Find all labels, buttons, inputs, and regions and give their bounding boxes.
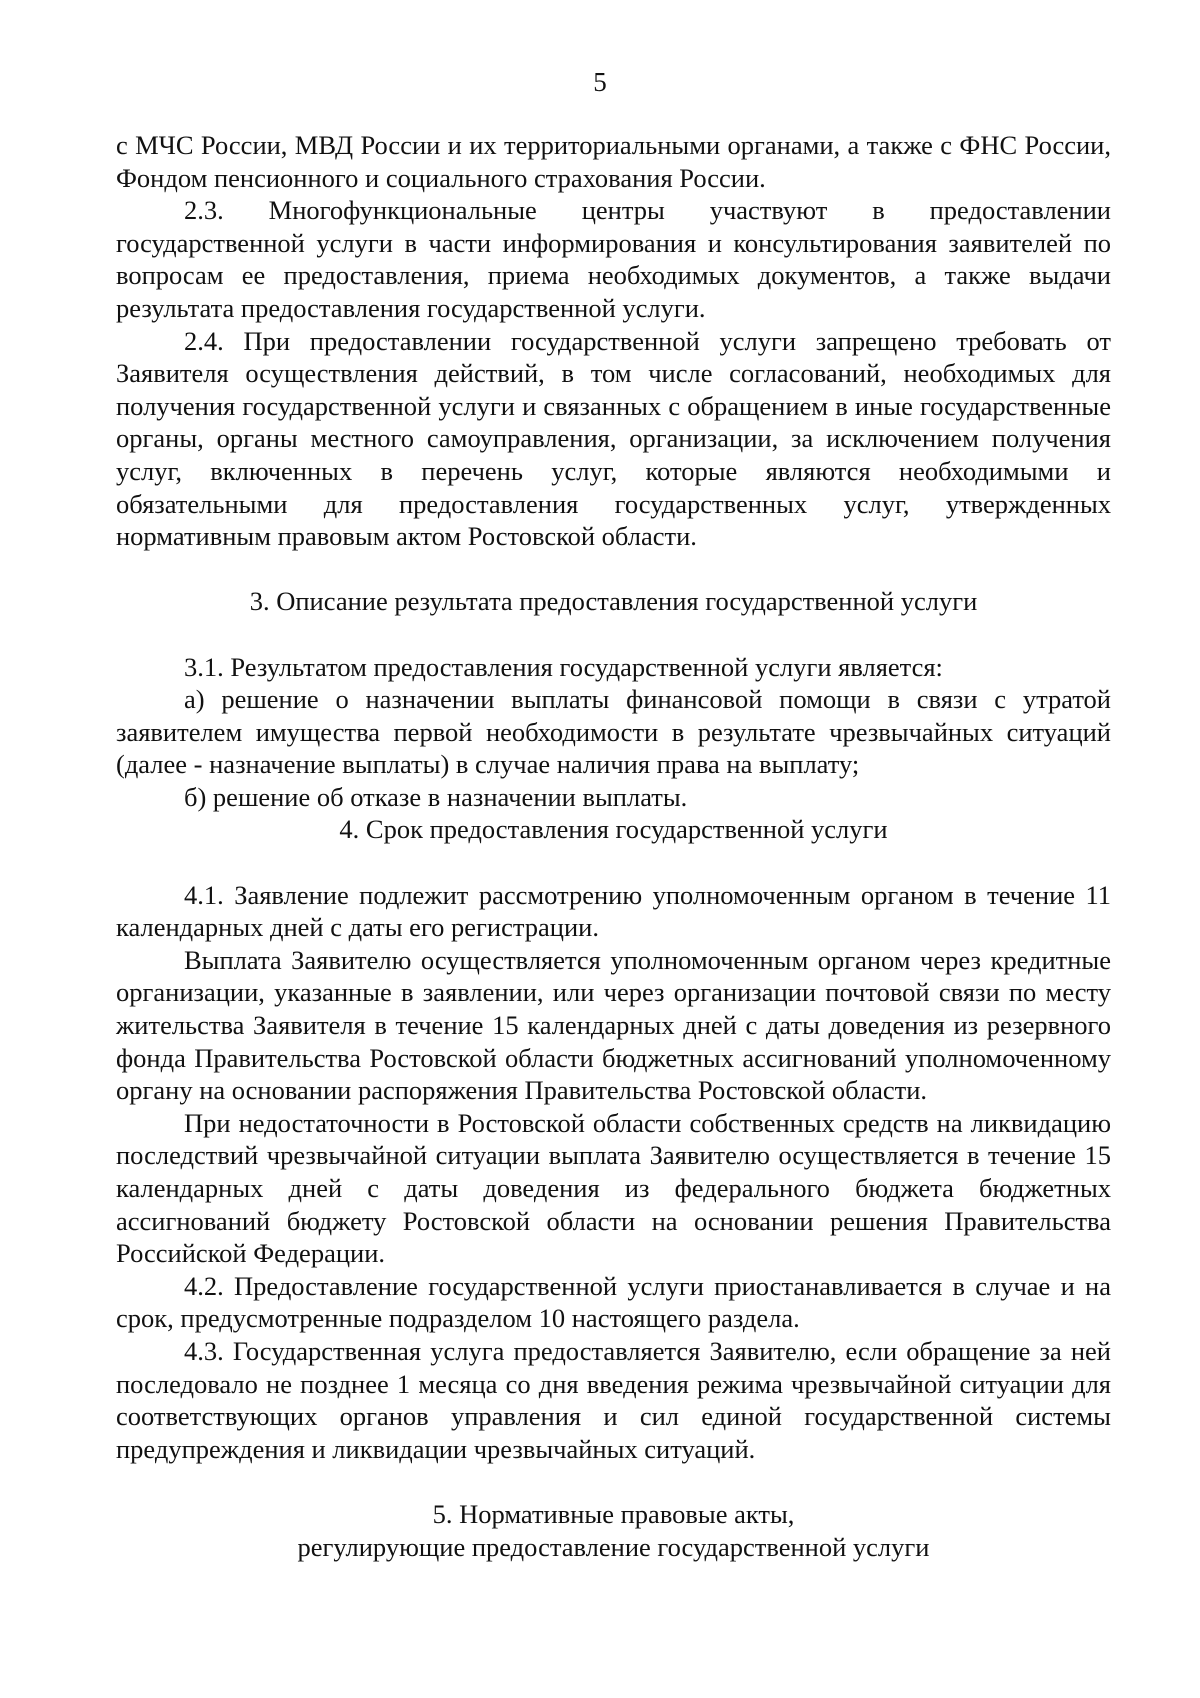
spacer bbox=[116, 846, 1111, 879]
paragraph-2-3: 2.3. Многофункциональные центры участвуют в предоставлении государственной услуги в части информирования и консультирования заявителей по вопросам ее предоставления, приема необходимых документов, а также выдачи результата предоставления государственной услуги. bbox=[116, 195, 1111, 323]
spacer bbox=[116, 618, 1111, 651]
page-number: 5 bbox=[593, 67, 607, 97]
section-heading-3: 3. Описание результата предоставления государственной услуги bbox=[249, 586, 978, 617]
paragraph-4-1: 4.1. Заявление подлежит рассмотрению уполномоченным органом в течение 11 календарных дней с даты его регистрации. bbox=[116, 879, 1111, 943]
paragraph-4-3: 4.3. Государственная услуга предоставляется Заявителю, если обращение за ней последовало не позднее 1 месяца со дня введения режима чрезвычайной ситуации для соответствующих органов управления и сил единой государственной системы предупреждения и ликвидации чрезвычайных ситуаций. bbox=[116, 1335, 1111, 1464]
section-heading-4: 4. Срок предоставления государственной услуги bbox=[339, 814, 888, 845]
section-heading-5-line-1: 5. Нормативные правовые акты, bbox=[432, 1498, 795, 1529]
paragraph-payment: Выплата Заявителю осуществляется уполномоченным органом через кредитные организации, указанные в заявлении, или через организации почтовой связи по месту жительства Заявителя в течение 15 календарных дней с даты доведения из резервного фонда Правительства Ростовской области бюджетных ассигнований уполномоченному органу на основании распоряжения Правительства Ростовской области. bbox=[116, 944, 1111, 1106]
spacer bbox=[116, 553, 1111, 586]
paragraph-3-1: 3.1. Результатом предоставления государственной услуги является: bbox=[184, 651, 943, 682]
paragraph-3-1-b: б) решение об отказе в назначении выплаты. bbox=[184, 781, 688, 812]
paragraph-3-1-a: а) решение о назначении выплаты финансовой помощи в связи с утратой заявителем имущества первой необходимости в результате чрезвычайных ситуаций (далее - назначение выплаты) в случае наличия права на выплату; bbox=[116, 684, 1111, 780]
spacer bbox=[116, 1465, 1111, 1498]
paragraph-2-4: 2.4. При предоставлении государственной услуги запрещено требовать от Заявителя осуществления действий, в том числе согласований, необходимых для получения государственной услуги и связанных с обращением в иные государственные органы, органы местного самоуправления, организации, за исключением получения услуг, включенных в перечень услуг, которые являются необходимыми и обязательными для предоставления государственных услуг, утвержденных нормативным правовым актом Ростовской области. bbox=[116, 325, 1111, 552]
paragraph: с МЧС России, МВД России и их территориальными органами, а также с ФНС России, Фондом пенсионного и социального страхования России. bbox=[116, 130, 1111, 193]
paragraph-insufficiency: При недостаточности в Ростовской области собственных средств на ликвидацию последствий чрезвычайной ситуации выплата Заявителю осуществляется в течение 15 календарных дней с даты доведения из федерального бюджета бюджетных ассигнований бюджету Ростовской области на основании решения Правительства Российской Федерации. bbox=[116, 1107, 1111, 1269]
document-body bbox=[116, 129, 1111, 1563]
paragraph-4-2: 4.2. Предоставление государственной услуги приостанавливается в случае и на срок, предусмотренные подразделом 10 настоящего раздела. bbox=[116, 1270, 1111, 1334]
section-heading-5-line-2: регулирующие предоставление государственной услуги bbox=[297, 1531, 930, 1562]
